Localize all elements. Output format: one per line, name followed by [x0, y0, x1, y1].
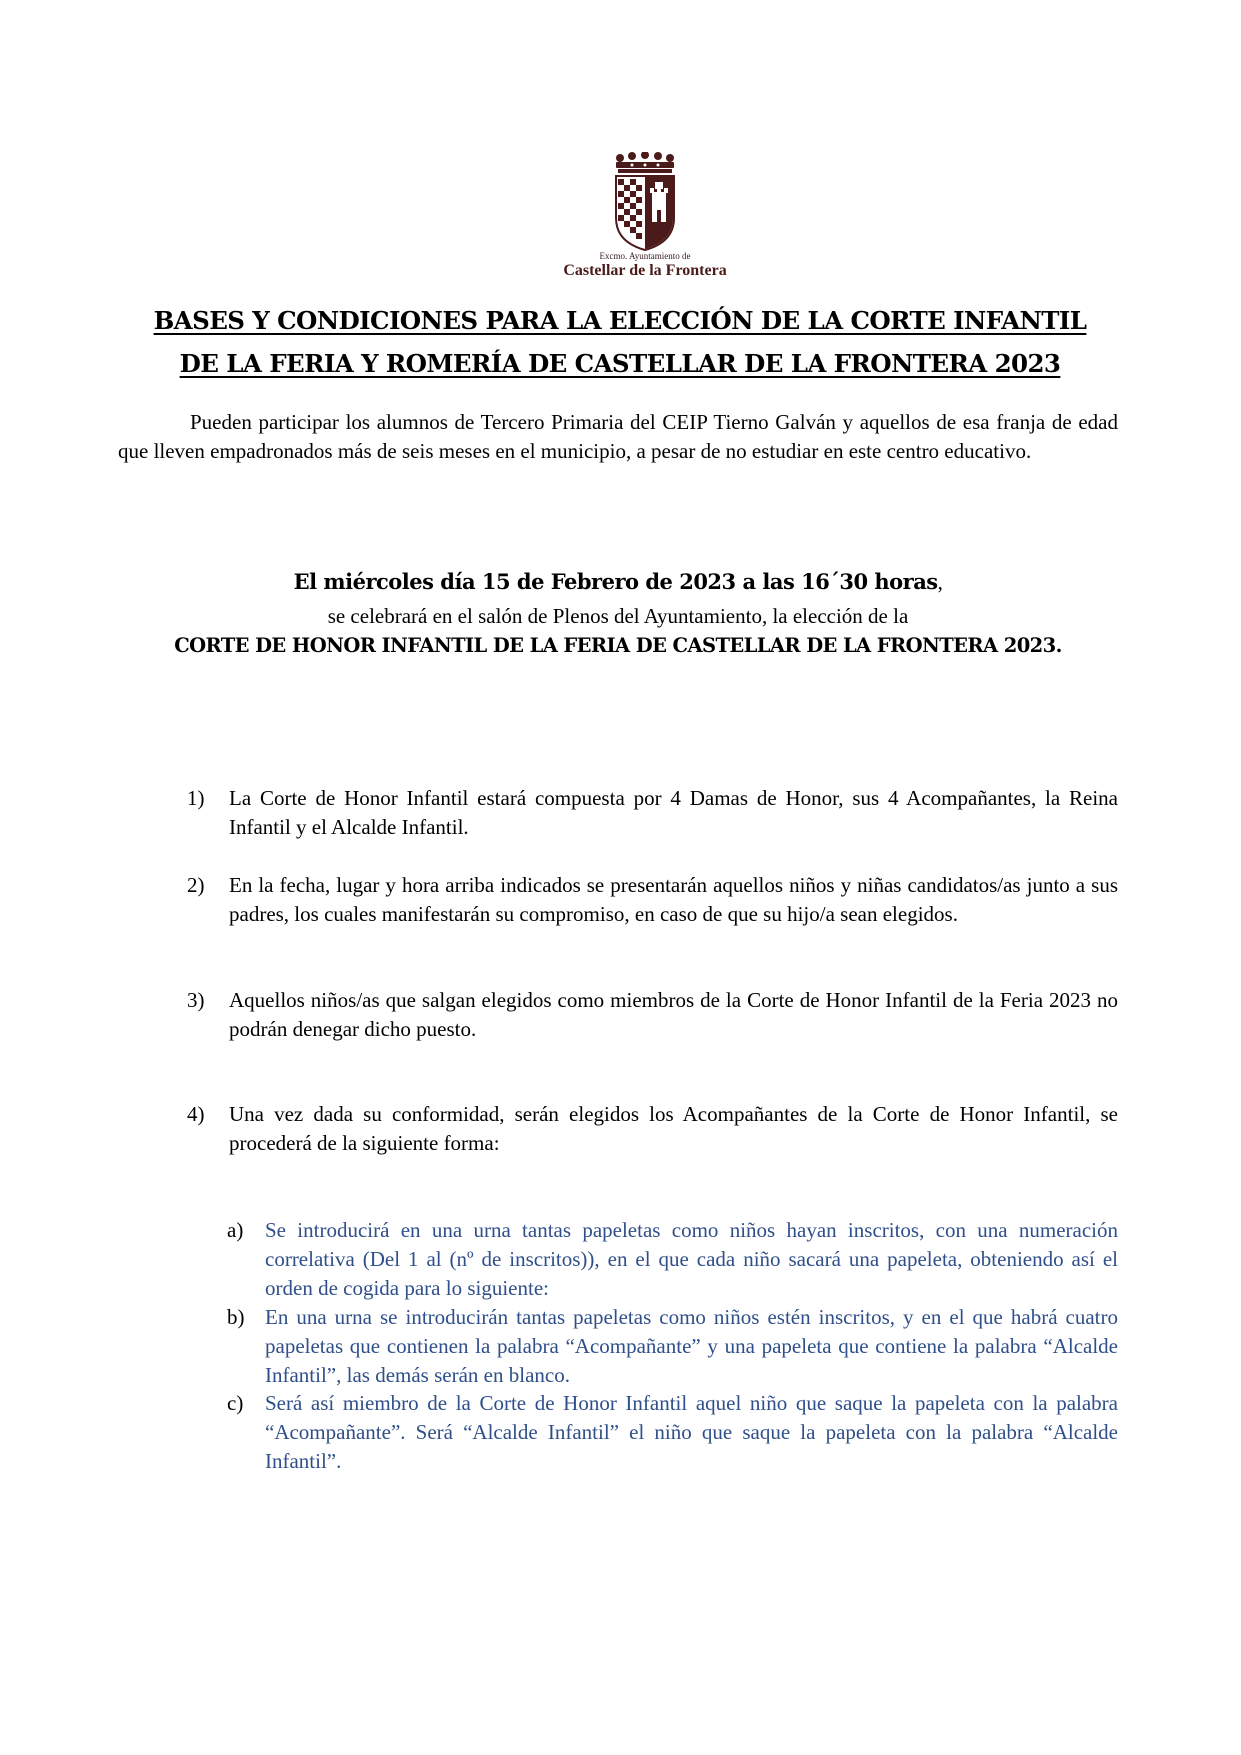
- subrule-item-c: [227, 1389, 1118, 1476]
- rule-text: Aquellos niños/as que salgan elegidos como miembros de la Corte de Honor Infantil de la Feria 2023 no podrán denegar dicho puesto.: [229, 988, 1118, 1041]
- subrule-text: Se introducirá en una urna tantas papeletas como niños hayan inscritos, con una numeración correlativa (Del 1 al (nº de inscritos)), en el que cada niño sacará una papeleta, obteniendo así el orden de cogida para lo siguiente:: [265, 1218, 1118, 1300]
- rule-item-3: [187, 986, 1118, 1044]
- rule-marker: 3): [187, 988, 205, 1012]
- event-date-comma: ,: [937, 570, 943, 594]
- org-label: Excmo. Ayuntamiento de: [599, 251, 691, 261]
- rule-text: En la fecha, lugar y hora arriba indicados se presentarán aquellos niños y niñas candidatos/as junto a sus padres, los cuales manifestarán su compromiso, en caso de que su hijo/a sean elegidos.: [229, 873, 1118, 926]
- town-name: Castellar de la Frontera: [563, 262, 727, 279]
- subrule-marker: b): [227, 1305, 245, 1329]
- subrule-text: Será así miembro de la Corte de Honor Infantil aquel niño que saque la papeleta con la palabra “Acompañante”. Será “Alcalde Infantil” el niño que saque la papeleta con la palabra “Alcalde Infantil”.: [265, 1391, 1118, 1473]
- document-title-line-2: DE LA FERIA Y ROMERÍA DE CASTELLAR DE LA FRONTERA 2023: [179, 349, 1061, 378]
- rule-marker: 4): [187, 1102, 205, 1126]
- rule-text: La Corte de Honor Infantil estará compuesta por 4 Damas de Honor, sus 4 Acompañantes, la Reina Infantil y el Alcalde Infantil.: [229, 786, 1118, 839]
- document-title-line-1: BASES Y CONDICIONES PARA LA ELECCIÓN DE LA CORTE INFANTIL: [153, 306, 1087, 335]
- rule-item-1: [187, 784, 1118, 842]
- crest-caption: [520, 251, 770, 280]
- coat-of-arms-logo: [610, 152, 680, 252]
- rule-item-2: [187, 871, 1118, 929]
- subrule-text: En una urna se introducirán tantas papeletas como niños estén inscritos, y en el que habrá cuatro papeletas que contienen la palabra “Acompañante” y una papeleta que contiene la palabra “Alcalde Infantil”, las demás serán en blanco.: [265, 1305, 1118, 1387]
- event-corte-title: CORTE DE HONOR INFANTIL DE LA FERIA DE CASTELLAR DE LA FRONTERA 2023.: [174, 634, 1062, 657]
- subrule-item-a: [227, 1216, 1118, 1303]
- rule-text: Una vez dada su conformidad, serán elegidos los Acompañantes de la Corte de Honor Infantil, se procederá de la siguiente forma:: [229, 1102, 1118, 1155]
- event-date: El miércoles día 15 de Febrero de 2023 a las 16´30 horas: [293, 569, 938, 594]
- event-location-line: se celebrará en el salón de Plenos del Ayuntamiento, la elección de la: [327, 604, 909, 628]
- subrule-marker: c): [227, 1391, 244, 1415]
- rule-marker: 2): [187, 873, 205, 897]
- intro-paragraph: Pueden participar los alumnos de Tercero Primaria del CEIP Tierno Galván y aquellos de esa franja de edad que lleven empadronados más de seis meses en el municipio, a pesar de no estudiar en este centro educativo.: [118, 410, 1118, 463]
- rule-item-4: [187, 1100, 1118, 1158]
- subrule-item-b: [227, 1303, 1118, 1390]
- event-date-line: [118, 569, 1118, 595]
- rule-marker: 1): [187, 786, 205, 810]
- subrule-marker: a): [227, 1218, 244, 1242]
